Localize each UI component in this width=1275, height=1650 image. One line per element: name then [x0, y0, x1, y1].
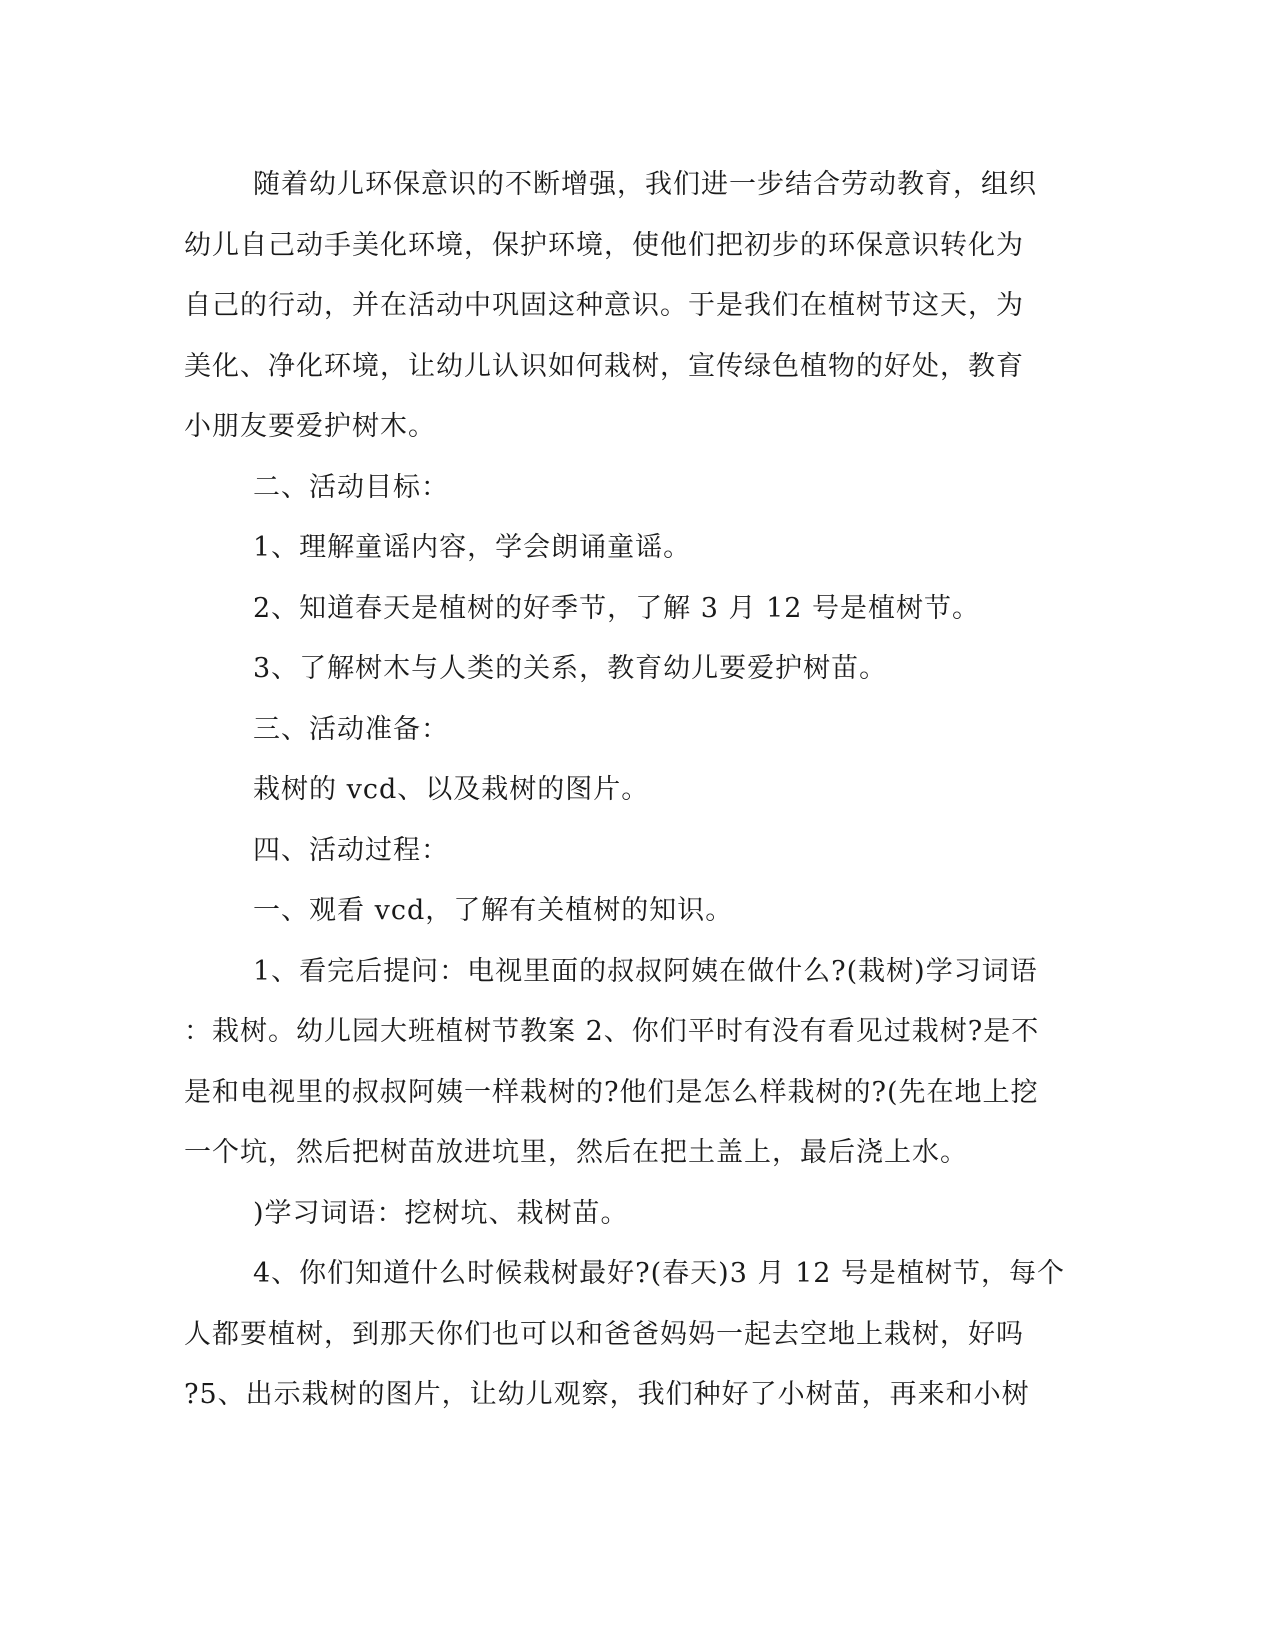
paragraph-line: 是和电视里的叔叔阿姨一样栽树的?他们是怎么样栽树的?(先在地上挖 — [184, 1076, 1039, 1108]
subsection-heading: 一、观看 vcd，了解有关植树的知识。 — [253, 895, 734, 926]
paragraph-line: 栽树的 vcd、以及栽树的图片。 — [253, 774, 650, 805]
paragraph-line: ?5、出示栽树的图片，让幼儿观察，我们种好了小树苗，再来和小树 — [184, 1379, 1030, 1410]
section-heading: 四、活动过程： — [253, 834, 449, 866]
list-item: 3、了解树木与人类的关系，教育幼儿要爱护树苗。 — [253, 653, 888, 684]
paragraph-line: 幼儿自己动手美化环境，保护环境，使他们把初步的环保意识转化为 — [184, 229, 1024, 261]
paragraph-line: 小朋友要爱护树木。 — [184, 411, 436, 442]
list-item: 1、看完后提问：电视里面的叔叔阿姨在做什么?(栽树)学习词语 — [253, 955, 1038, 987]
list-item: 2、知道春天是植树的好季节，了解 3 月 12 号是植树节。 — [253, 592, 981, 624]
paragraph-line: 一个坑，然后把树苗放进坑里，然后在把土盖上，最后浇上水。 — [184, 1137, 968, 1168]
paragraph-line: 人都要植树，到那天你们也可以和爸爸妈妈一起去空地上栽树，好吗 — [184, 1318, 1024, 1350]
paragraph-line: ：栽树。幼儿园大班植树节教案 2、你们平时有没有看见过栽树?是不 — [184, 1016, 1040, 1047]
list-item: 4、你们知道什么时候栽树最好?(春天)3 月 12 号是植树节，每个 — [253, 1258, 1066, 1289]
paragraph-line: 自己的行动，并在活动中巩固这种意识。于是我们在植树节这天，为 — [184, 290, 1024, 321]
section-heading: 二、活动目标： — [253, 471, 449, 503]
paragraph-line: 随着幼儿环保意识的不断增强，我们进一步结合劳动教育，组织 — [253, 169, 1037, 200]
document-body — [184, 155, 1064, 1426]
paragraph-line: 美化、净化环境，让幼儿认识如何栽树，宣传绿色植物的好处，教育 — [184, 350, 1024, 382]
list-item: 1、理解童谣内容，学会朗诵童谣。 — [253, 532, 692, 563]
section-heading: 三、活动准备： — [253, 713, 449, 745]
paragraph-line: )学习词语：挖树坑、栽树苗。 — [253, 1197, 629, 1229]
